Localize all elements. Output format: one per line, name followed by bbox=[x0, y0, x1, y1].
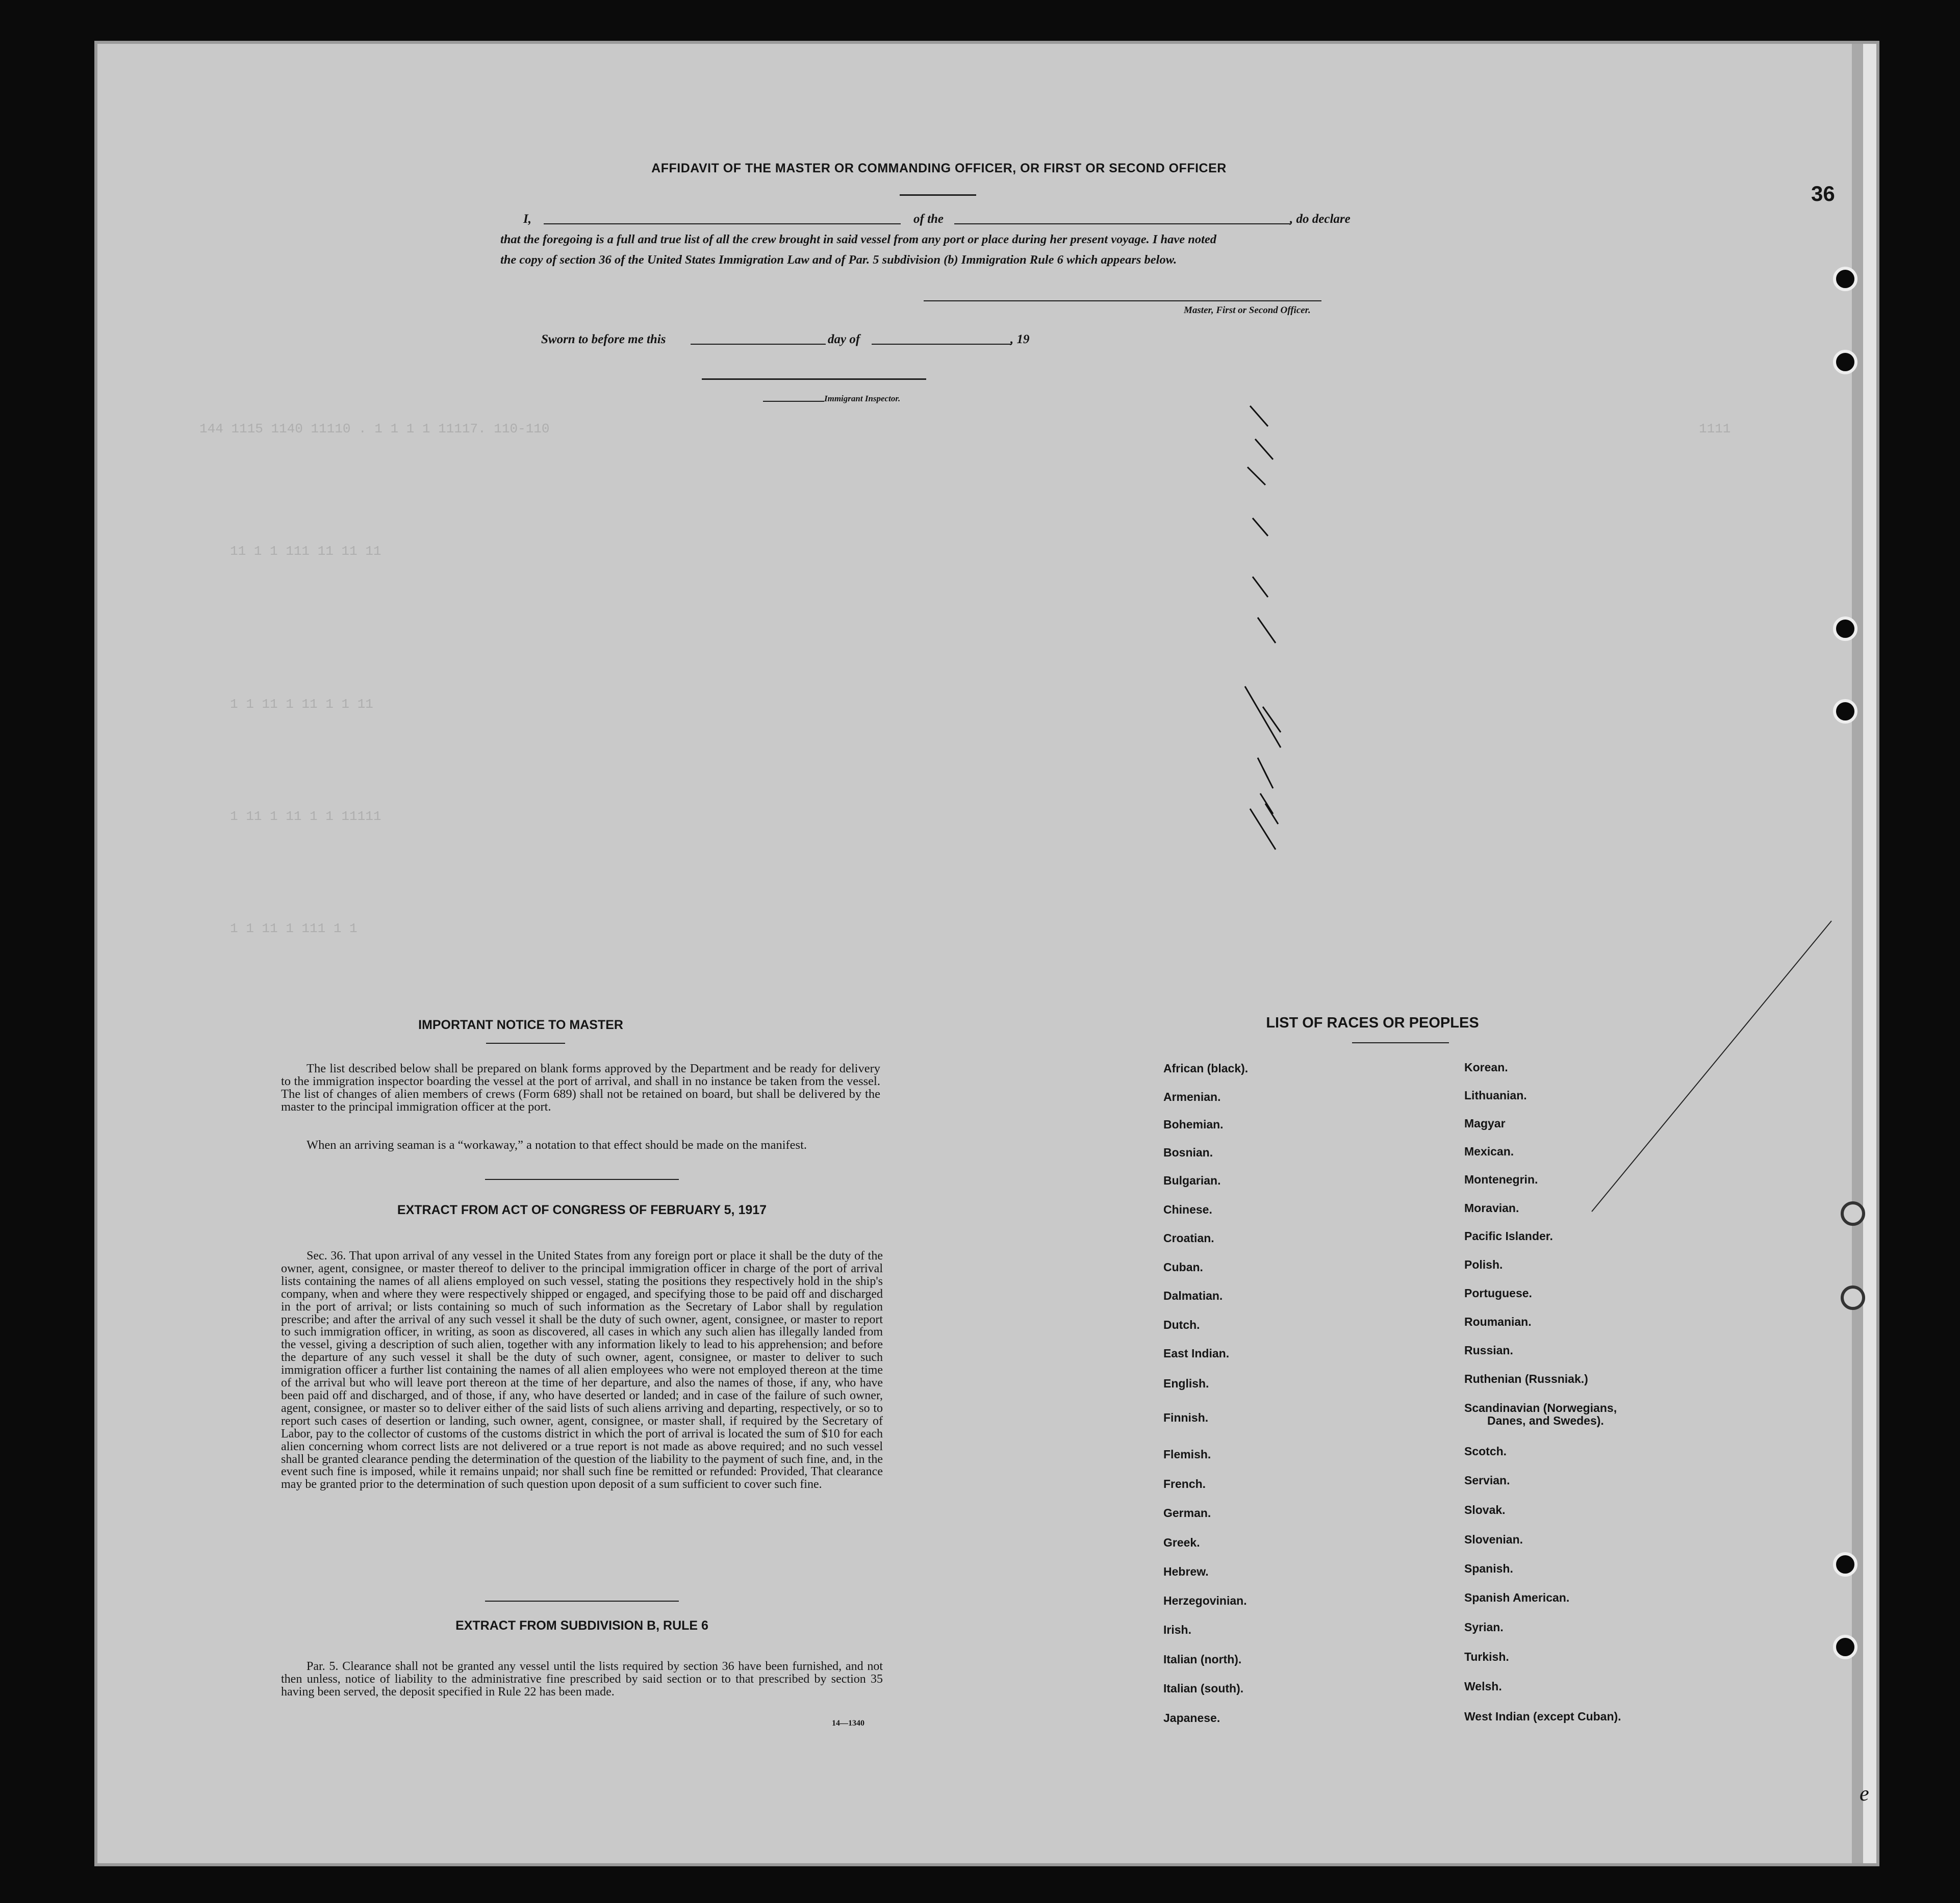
title-rule bbox=[900, 194, 976, 196]
pen-check-marks bbox=[1240, 401, 1296, 860]
extract-rule-title: EXTRACT FROM SUBDIVISION B, RULE 6 bbox=[455, 1618, 708, 1633]
bleed-through-text: 1 11 1 11 1 1 11111 bbox=[230, 809, 381, 824]
signature-caption: Master, First or Second Officer. bbox=[1184, 305, 1311, 316]
race-item: Cuban. bbox=[1163, 1261, 1203, 1274]
race-item: Bulgarian. bbox=[1163, 1174, 1221, 1187]
race-item: Dalmatian. bbox=[1163, 1289, 1223, 1302]
bleed-through-text: 1 1 11 1 11 1 1 11 bbox=[230, 697, 373, 712]
race-item: Pacific Islander. bbox=[1464, 1229, 1553, 1243]
race-item: French. bbox=[1163, 1477, 1206, 1490]
race-item: Montenegrin. bbox=[1464, 1173, 1538, 1186]
race-item: Scotch. bbox=[1464, 1445, 1507, 1458]
day-of-label: day of bbox=[828, 332, 860, 346]
sworn-month-line bbox=[872, 344, 1012, 345]
race-item: Ruthenian (Russniak.) bbox=[1464, 1372, 1588, 1385]
section-rule bbox=[485, 1601, 679, 1602]
bleed-through-text: 1111 bbox=[1699, 421, 1731, 436]
extract-act-title: EXTRACT FROM ACT OF CONGRESS OF FEBRUARY 5, 1917 bbox=[397, 1203, 767, 1217]
bleed-through-text: 11 1 1 111 11 11 11 bbox=[230, 544, 381, 559]
sworn-day-line bbox=[691, 344, 826, 345]
page-edge bbox=[1863, 44, 1878, 1866]
diagonal-stroke bbox=[1576, 911, 1842, 1217]
race-item: Danes, and Swedes). bbox=[1487, 1414, 1604, 1427]
race-item: Polish. bbox=[1464, 1258, 1503, 1271]
race-item: Hebrew. bbox=[1163, 1565, 1209, 1578]
race-item: Spanish. bbox=[1464, 1562, 1513, 1575]
punch-hole bbox=[1833, 616, 1857, 641]
race-item: Irish. bbox=[1163, 1623, 1191, 1636]
bleed-through-text: 1 1 11 1 111 1 1 bbox=[230, 921, 358, 936]
race-item: Italian (south). bbox=[1163, 1682, 1244, 1695]
race-item: West Indian (except Cuban). bbox=[1464, 1710, 1621, 1723]
races-rule bbox=[1352, 1042, 1449, 1043]
extract-rule-body: Par. 5. Clearance shall not be granted any vessel until the lists required by section 36 have been furnished, and not then unless, notice of liability to the administrative fine prescribed by said section or to that prescribed by section 35 having been served, the deposit specified in Rule 22 has been made. bbox=[281, 1660, 883, 1699]
race-item: Slovenian. bbox=[1464, 1533, 1523, 1546]
race-item: Flemish. bbox=[1163, 1448, 1211, 1461]
race-item: Syrian. bbox=[1464, 1621, 1504, 1634]
punch-hole bbox=[1833, 1635, 1857, 1659]
sworn-prefix: Sworn to before me this bbox=[541, 332, 666, 346]
race-item: Spanish American. bbox=[1464, 1591, 1570, 1604]
race-item: African (black). bbox=[1163, 1062, 1249, 1075]
punch-hole bbox=[1833, 350, 1857, 374]
name-line bbox=[544, 223, 901, 224]
race-item: Armenian. bbox=[1163, 1090, 1221, 1103]
punch-hole bbox=[1833, 699, 1857, 724]
punch-hole bbox=[1841, 1201, 1865, 1226]
race-item: East Indian. bbox=[1163, 1347, 1230, 1360]
race-item: Croatian. bbox=[1163, 1231, 1214, 1245]
page-number: 36 bbox=[1811, 182, 1835, 205]
year-prefix: , 19 bbox=[1010, 332, 1030, 346]
affidavit-i-label: I, bbox=[523, 212, 531, 226]
punch-hole bbox=[1833, 1552, 1857, 1577]
race-item: Lithuanian. bbox=[1464, 1089, 1527, 1102]
race-item: English. bbox=[1163, 1377, 1209, 1390]
affidavit-do-declare: , do declare bbox=[1290, 212, 1351, 226]
race-item: Turkish. bbox=[1464, 1650, 1509, 1663]
extract-act-body: Sec. 36. That upon arrival of any vessel in the United States from any foreign port or place it shall be the duty of the owner, agent, consignee, or master thereof to deliver to the principal immigration officer in charge of the port of arrival lists containing the names of all aliens employed on such vessel, stating the positions they respectively hold in the ship's company, when and where they were respectively shipped or engaged, and specifying those to be paid off and discharged in the port of arrival; or lists containing so much of such information as the Secretary of Labor shall by regulation prescribe; and after the arrival of any such vessel it shall be the duty of such owner, agent, consignee, or master to report to such immigration officer, in writing, as soon as discovered, all cases in which any such alien has illegally landed from the vessel, giving a description of such alien, together with any information likely to lead to his apprehension; and before the departure of any such vessel it shall be the duty of such owner, agent, consignee, or master to deliver to such immigration officer a further list containing the names of all alien employees who were not employed thereon at the time of the arrival but who will leave port thereon at the time of her departure, and also the names of those, if any, who have been paid off and discharged, and of those, if any, who have deserted or landed; and in case of the failure of such owner, agent, consignee, or master so to deliver either of the said lists of such aliens arriving and departing, respectively, or so to report such cases of desertion or landing, such owner, agent, consignee, or master shall, if required by the Secretary of Labor, pay to the collector of customs of the customs district in which the port of arrival is located the sum of $10 for each alien concerning whom correct lists are not delivered or a true report is not made as above required; and no such vessel shall be granted clearance pending the determination of the question of the liability to the payment of such fine, and, in the event such fine is imposed, while it remains unpaid; nor shall such fine be remitted or refunded: Provided, That clearance may be granted prior to the determination of such question upon deposit of a sum sufficient to cover such fine. bbox=[281, 1249, 883, 1491]
inspector-signature-line bbox=[702, 378, 926, 380]
inspector-caption: Immigrant Inspector. bbox=[824, 394, 901, 403]
race-item: Japanese. bbox=[1163, 1711, 1220, 1725]
race-item: Greek. bbox=[1163, 1536, 1200, 1549]
race-item: German. bbox=[1163, 1506, 1211, 1520]
race-item: Scandinavian (Norwegians, bbox=[1464, 1401, 1617, 1415]
race-item: Herzegovinian. bbox=[1163, 1594, 1247, 1607]
race-item: Servian. bbox=[1464, 1474, 1510, 1487]
document-page bbox=[94, 41, 1879, 1866]
punch-hole bbox=[1833, 267, 1857, 291]
race-item: Portuguese. bbox=[1464, 1287, 1532, 1300]
notice-title: IMPORTANT NOTICE TO MASTER bbox=[418, 1018, 623, 1032]
notice-paragraph-2: When an arriving seaman is a “workaway,” a notation to that effect should be made on the manifest. bbox=[307, 1138, 807, 1152]
race-item: Roumanian. bbox=[1464, 1315, 1532, 1328]
race-item: Magyar bbox=[1464, 1117, 1506, 1130]
race-item: Finnish. bbox=[1163, 1411, 1209, 1424]
vessel-line bbox=[954, 223, 1291, 224]
inspector-caption-line bbox=[763, 401, 824, 402]
race-item: Mexican. bbox=[1464, 1145, 1514, 1158]
race-item: Welsh. bbox=[1464, 1680, 1502, 1693]
notice-paragraph-1: The list described below shall be prepared on blank forms approved by the Department and be ready for delivery to the immigration inspector boarding the vessel at the port of arrival, and shall in no instance be taken from the vessel. The list of changes of alien members of crews (Form 689) shall not be retained on board, but shall be delivered by the master to the principal immigration officer at the port. bbox=[281, 1062, 880, 1114]
punch-hole bbox=[1841, 1285, 1865, 1310]
affidavit-line-2: that the foregoing is a full and true list of all the crew brought in said vessel from any port or place during her present voyage. I have noted bbox=[500, 233, 1217, 246]
affidavit-title: AFFIDAVIT OF THE MASTER OR COMMANDING OFFICER, OR FIRST OR SECOND OFFICER bbox=[651, 161, 1227, 175]
race-item: Dutch. bbox=[1163, 1318, 1200, 1331]
signature-line bbox=[924, 300, 1321, 301]
section-rule bbox=[485, 1179, 679, 1180]
race-item: Korean. bbox=[1464, 1061, 1508, 1074]
page-mark: e bbox=[1860, 1782, 1869, 1806]
race-item: Moravian. bbox=[1464, 1201, 1519, 1215]
page-edge bbox=[1852, 44, 1863, 1866]
form-number: 14—1340 bbox=[832, 1719, 864, 1728]
races-title: LIST OF RACES OR PEOPLES bbox=[1266, 1015, 1479, 1031]
affidavit-of-the: of the bbox=[913, 212, 944, 226]
race-item: Slovak. bbox=[1464, 1503, 1506, 1516]
race-item: Italian (north). bbox=[1163, 1653, 1242, 1666]
race-item: Chinese. bbox=[1163, 1203, 1212, 1216]
affidavit-line-3: the copy of section 36 of the United States Immigration Law and of Par. 5 subdivision (b) Immigration Rule 6 which appears below. bbox=[500, 253, 1177, 267]
bleed-through-text: 144 1115 1140 11110 . 1 1 1 1 11117. 110-110 bbox=[199, 421, 550, 436]
notice-rule bbox=[486, 1043, 565, 1044]
race-item: Bosnian. bbox=[1163, 1146, 1213, 1159]
race-item: Bohemian. bbox=[1163, 1118, 1224, 1131]
race-item: Russian. bbox=[1464, 1344, 1513, 1357]
